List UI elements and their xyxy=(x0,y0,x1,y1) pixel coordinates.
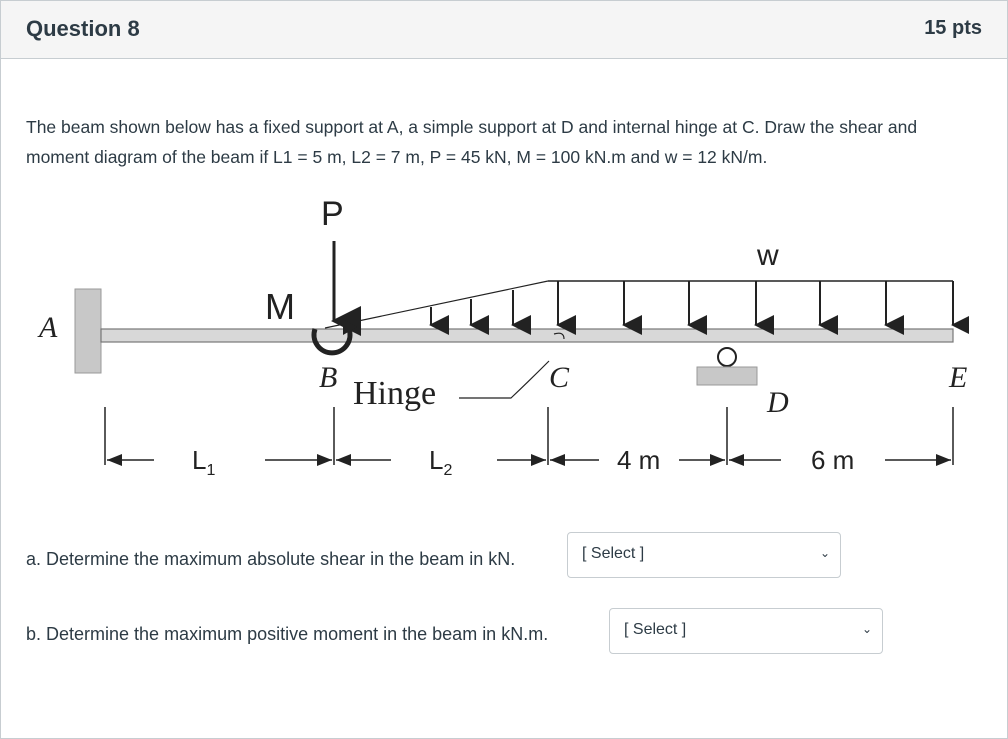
question-prompt: The beam shown below has a fixed support at A, a simple support at D and internal hinge at C. Draw the shear and moment diagram of the beam if L1 = 5 m, L2 = 7 m, P = 45 kN, M = 100 kN.m and w = 12 kN/m. xyxy=(26,117,918,167)
beam-diagram xyxy=(29,189,969,489)
dim-l2-label: $L_2$ xyxy=(429,445,453,479)
part-a-select-value: [ Select ] xyxy=(582,545,645,562)
fixed-support-wall xyxy=(75,289,101,373)
part-a-label: a. Determine the maximum absolute shear in the beam in kN. xyxy=(26,549,516,569)
label-d: D xyxy=(767,386,789,419)
question-header xyxy=(1,1,1007,59)
label-a: A xyxy=(39,311,58,344)
label-b: B xyxy=(319,361,338,394)
chevron-down-icon: ⌄ xyxy=(861,622,872,636)
part-a-select[interactable] xyxy=(567,532,841,578)
dim-4m-label: 4 m xyxy=(617,445,661,475)
dim-l1-label: $L_1$ xyxy=(192,445,216,479)
label-p: P xyxy=(321,195,344,233)
hinge-pointer xyxy=(459,361,549,398)
label-w: w xyxy=(757,239,779,272)
beam xyxy=(101,329,953,342)
dim-6m-label: 6 m xyxy=(811,445,855,475)
question-title: Question 8 xyxy=(26,16,140,41)
label-c: C xyxy=(549,361,570,394)
question-points: 15 pts xyxy=(924,17,982,39)
roller-support xyxy=(718,348,736,366)
label-hinge: Hinge xyxy=(353,375,437,412)
part-b-select-value: [ Select ] xyxy=(624,621,687,638)
chevron-down-icon: ⌄ xyxy=(819,546,830,560)
label-m: M xyxy=(265,286,295,327)
part-b-label: b. Determine the maximum positive moment in the beam in kN.m. xyxy=(26,624,549,644)
roller-base xyxy=(697,367,757,385)
load-triangle-top xyxy=(325,281,548,328)
part-b-select[interactable] xyxy=(609,608,883,654)
label-e: E xyxy=(949,361,968,394)
